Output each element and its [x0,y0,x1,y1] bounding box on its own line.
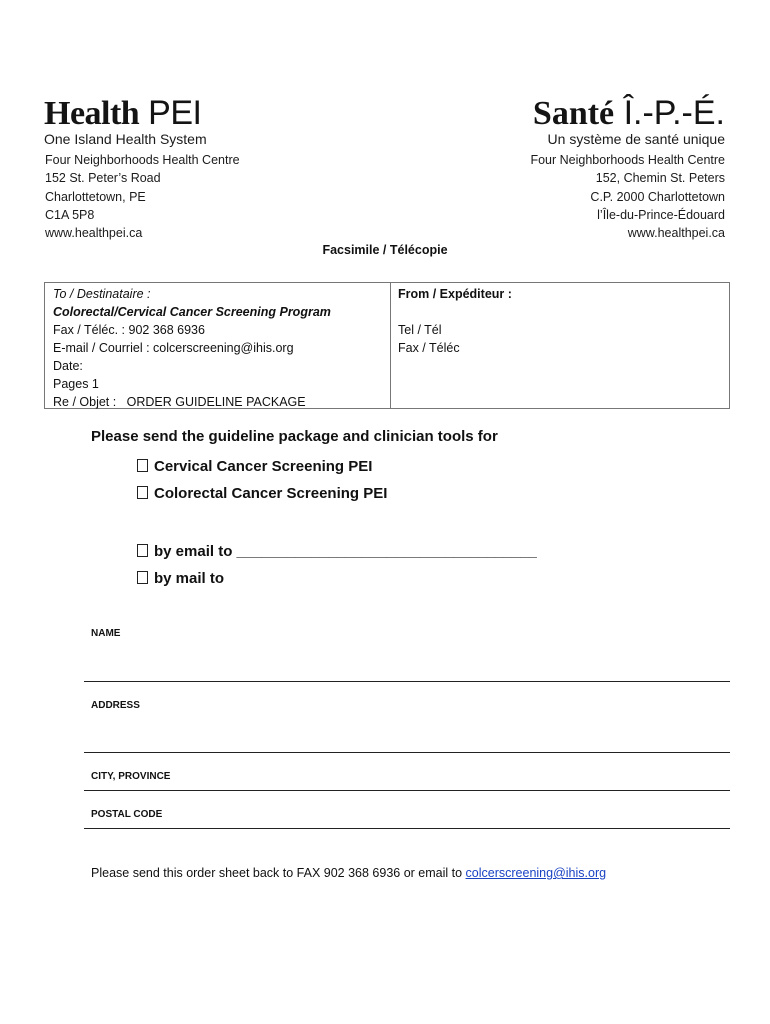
website-link[interactable]: www.healthpei.ca [627,226,725,241]
checkbox-icon[interactable] [137,571,148,584]
name-label: NAME [91,628,121,639]
to-email: E-mail / Courriel : colcerscreening@ihis.org [53,341,294,355]
pages-field: Pages 1 [53,377,99,391]
program-name: Colorectal/Cervical Cancer Screening Program [53,305,331,319]
name-input-line[interactable] [84,681,730,682]
fax-title: Facsimile / Télécopie [322,243,448,257]
checkbox-icon[interactable] [137,486,148,499]
to-fax: Fax / Téléc. : 902 368 6936 [53,323,205,337]
from-tel[interactable]: Tel / Tél [398,323,442,337]
address-line: C.P. 2000 Charlottetown [590,189,725,204]
option-email[interactable] [137,543,537,560]
from-block [398,285,512,357]
to-label: To / Destinataire : [53,287,151,301]
website-link[interactable]: www.healthpei.ca [45,226,143,241]
subject-field: Re / Objet : ORDER GUIDELINE PACKAGE [53,395,306,409]
option-label: by mail to [154,570,225,587]
address-input-line[interactable] [84,752,730,753]
request-prompt: Please send the guideline package and clinician tools for [91,428,498,445]
date-field[interactable]: Date: [53,359,83,373]
option-label: by email to ____________________________________ [154,543,537,560]
option-mail[interactable] [137,570,224,587]
footer-text: Please send this order sheet back to FAX 902 368 6936 or email to [91,866,466,880]
spacer [398,303,512,321]
address-line: Four Neighborhoods Health Centre [530,153,725,167]
city-province-label: CITY, PROVINCE [91,771,171,782]
address-line: 152 St. Peter’s Road [45,171,161,186]
city-input-line[interactable] [84,790,730,791]
address-line: C1A 5P8 [45,207,95,222]
email-link[interactable]: colcerscreening@ihis.org [465,866,607,880]
footer-note [91,866,606,880]
checkbox-icon[interactable] [137,544,148,557]
fax-header-table [44,282,730,409]
sante-ipe-logo [533,94,725,133]
column-divider [390,283,391,408]
from-fax[interactable]: Fax / Téléc [398,341,460,355]
health-pei-logo [44,94,201,133]
address-line: l’Île-du-Prince-Édouard [597,207,725,222]
logo-fr-bold: Santé [532,95,615,132]
tagline-fr: Un système de santé unique [547,131,725,147]
option-label: Colorectal Cancer Screening PEI [154,485,388,502]
option-label: Cervical Cancer Screening PEI [154,458,373,475]
address-en [45,151,240,242]
address-label: ADDRESS [91,700,140,711]
address-line: Four Neighborhoods Health Centre [45,153,240,167]
postal-input-line[interactable] [84,828,730,829]
postal-code-label: POSTAL CODE [91,809,163,820]
tagline-en: One Island Health System [44,131,207,147]
to-block [53,285,331,411]
option-cervical[interactable] [137,458,372,475]
address-line: Charlottetown, PE [45,189,146,204]
address-line: 152, Chemin St. Peters [595,171,725,186]
logo-en-light: PEI [148,94,202,132]
checkbox-icon[interactable] [137,459,148,472]
logo-en-bold: Health [44,95,140,132]
logo-fr-light: Î.-P.-É. [623,94,725,132]
address-fr [530,151,725,242]
from-label: From / Expéditeur : [398,287,512,301]
option-colorectal[interactable] [137,485,387,502]
